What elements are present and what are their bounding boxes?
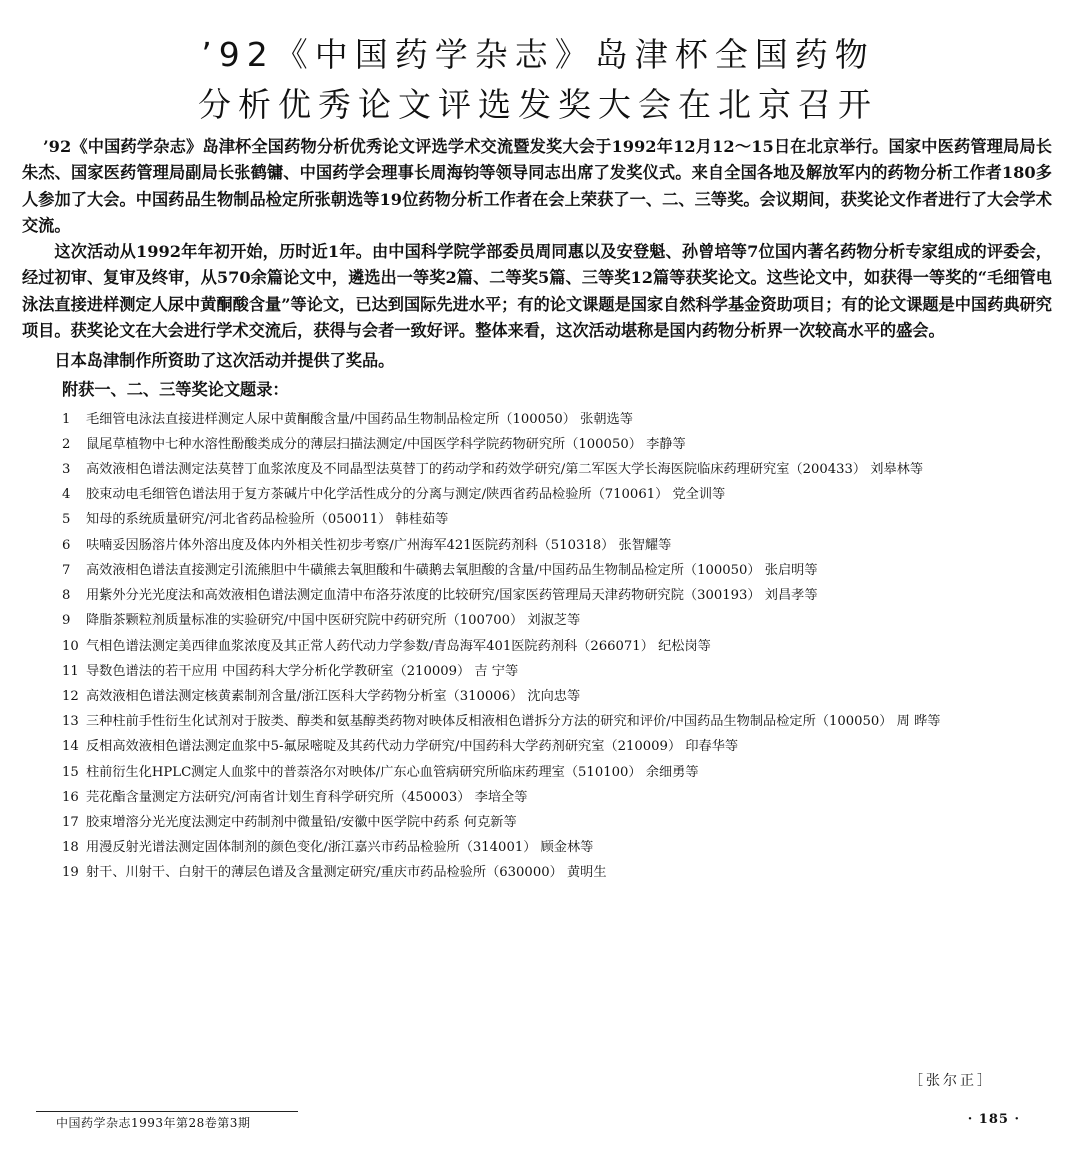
reporter-name: ［张尔正］ <box>909 1073 994 1089</box>
award-item <box>22 407 1052 432</box>
award-item <box>22 608 1052 633</box>
award-item <box>22 457 1052 482</box>
award-text: 胶束增溶分光光度法测定中药制剂中微量铅/安徽中医学院中药系 何克新等 <box>86 814 517 830</box>
paragraph-2: 这次活动从1992年年初开始，历时近1年。由中国科学院学部委员周同惠以及安登魁、孙曾培等7位国内著名药物分析专家组成的评委会，经过初审、复审及终审，从570余篇论文中，遴选出一等奖2篇、二等奖5篇、三等奖12篇等获奖论文。这些论文中，如获得一等奖的“毛细管电泳法直接进样测定人尿中黄酮酸含量”等论文，已达到国际先进水平；有的论文课题是国家自然科学基金资助项目；有的论文课题是中国药典研究项目。获奖论文在大会进行学术交流后，获得与会者一致好评。整体来看，这次活动堪称是国内药物分析界一次较高水平的盛会。 <box>22 242 1052 341</box>
footer-rule <box>36 1111 298 1112</box>
award-number: 15 <box>62 764 79 780</box>
award-item <box>22 482 1052 507</box>
award-list <box>22 407 1052 886</box>
award-text: 呋喃妥因肠溶片体外溶出度及体内外相关性初步考察/广州海军421医院药剂科（510318） 张智耀等 <box>86 537 672 553</box>
paragraph-1: ’92《中国药学杂志》岛津杯全国药物分析优秀论文评选学术交流暨发奖大会于1992年12月12～15日在北京举行。国家中医药管理局局长朱杰、国家医药管理局副局长张鹤镛、中国药学会理事长周海钧等领导同志出席了发奖仪式。来自全国各地及解放军内的药物分析工作者180多人参加了大会。中国药品生物制品检定所张朝选等19位药物分析工作者在会上荣获了一、二、三等奖。会议期间，获奖论文作者进行了大会学术交流。 <box>22 137 1052 235</box>
award-number: 4 <box>62 487 71 503</box>
award-text: 柱前衍生化HPLC测定人血浆中的普萘洛尔对映体/广东心血管病研究所临床药理室（510100） 余细勇等 <box>86 764 699 780</box>
award-text: 高效液相色谱法测定核黄素制剂含量/浙江医科大学药物分析室（310006） 沈向忠等 <box>86 688 581 704</box>
award-text: 气相色谱法测定美西律血浆浓度及其正常人药代动力学参数/青岛海军401医院药剂科（266071） 纪松岗等 <box>86 638 711 654</box>
award-text: 用紫外分光光度法和高效液相色谱法测定血清中布洛芬浓度的比较研究/国家医药管理局天津药物研究院（300193） 刘昌孝等 <box>86 588 818 604</box>
award-item <box>22 684 1052 709</box>
award-item <box>22 810 1052 835</box>
award-text: 胶束动电毛细管色谱法用于复方茶碱片中化学活性成分的分离与测定/陕西省药品检验所（710061） 党全训等 <box>86 487 726 503</box>
article-body <box>22 134 1052 886</box>
award-text: 用漫反射光谱法测定固体制剂的颜色变化/浙江嘉兴市药品检验所（314001） 顾金林等 <box>86 840 594 856</box>
award-item <box>22 659 1052 684</box>
award-number: 14 <box>62 739 79 755</box>
award-number: 17 <box>62 814 79 830</box>
award-item <box>22 734 1052 759</box>
award-item <box>22 835 1052 860</box>
award-item <box>22 432 1052 457</box>
award-number: 10 <box>62 638 79 654</box>
award-text: 三种柱前手性衍生化试剂对于胺类、醇类和氨基醇类药物对映体反相液相色谱拆分方法的研究和评价/中国药品生物制品检定所（100050） 周 晔等 <box>86 714 941 730</box>
award-item <box>22 634 1052 659</box>
award-text: 高效液相色谱法测定法莫替丁血浆浓度及不同晶型法莫替丁的药动学和药效学研究/第二军医大学长海医院临床药理研究室（200433） 刘皋林等 <box>86 462 924 478</box>
award-number: 1 <box>62 411 71 427</box>
page-number: · 185 · <box>967 1112 1020 1127</box>
award-number: 19 <box>62 865 79 881</box>
award-item <box>22 760 1052 785</box>
footer-journal: 中国药学杂志1993年第28卷第3期 <box>56 1116 251 1130</box>
award-number: 12 <box>62 688 79 704</box>
award-number: 13 <box>62 714 79 730</box>
article-title <box>0 30 1076 130</box>
award-text: 降脂茶颗粒剂质量标准的实验研究/中国中医研究院中药研究所（100700） 刘淑芝等 <box>86 613 581 629</box>
award-item <box>22 583 1052 608</box>
award-text: 射干、川射干、白射干的薄层色谱及含量测定研究/重庆市药品检验所（630000） 黄明生 <box>86 865 607 881</box>
award-item <box>22 558 1052 583</box>
award-number: 11 <box>62 663 79 679</box>
award-number: 8 <box>62 588 71 604</box>
award-item <box>22 785 1052 810</box>
award-item <box>22 860 1052 885</box>
award-item <box>22 533 1052 558</box>
award-text: 鼠尾草植物中七种水溶性酚酸类成分的薄层扫描法测定/中国医学科学院药物研究所（100050） 李静等 <box>86 436 686 452</box>
award-text: 毛细管电泳法直接进样测定人尿中黄酮酸含量/中国药品生物制品检定所（100050） 张朝选等 <box>86 411 633 427</box>
award-number: 2 <box>62 436 71 452</box>
appendix-title: 附获一、二、三等奖论文题录： <box>62 379 289 399</box>
award-text: 知母的系统质量研究/河北省药品检验所（050011） 韩桂茹等 <box>86 512 449 528</box>
award-number: 6 <box>62 537 71 553</box>
award-number: 5 <box>62 512 71 528</box>
award-number: 18 <box>62 840 79 856</box>
award-text: 导数色谱法的若干应用 中国药科大学分析化学教研室（210009） 吉 宁等 <box>86 663 519 679</box>
award-number: 9 <box>62 613 71 629</box>
award-item <box>22 709 1052 734</box>
award-text: 反相高效液相色谱法测定血浆中5-氟尿嘧啶及其药代动力学研究/中国药科大学药剂研究室（210009） 印春华等 <box>86 739 739 755</box>
title-line-2: 分析优秀论文评选发奖大会在北京召开 <box>198 85 878 124</box>
award-text: 芫花酯含量测定方法研究/河南省计划生育科学研究所（450003） 李培全等 <box>86 789 528 805</box>
award-item <box>22 507 1052 532</box>
title-line-1: ’92《中国药学杂志》岛津杯全国药物 <box>201 35 875 74</box>
award-number: 16 <box>62 789 79 805</box>
award-number: 3 <box>62 462 71 478</box>
award-text: 高效液相色谱法直接测定引流熊胆中牛磺熊去氧胆酸和牛磺鹅去氧胆酸的含量/中国药品生物制品检定所（100050） 张启明等 <box>86 562 818 578</box>
paragraph-3: 日本岛津制作所资助了这次活动并提供了奖品。 <box>54 351 395 371</box>
award-number: 7 <box>62 562 71 578</box>
